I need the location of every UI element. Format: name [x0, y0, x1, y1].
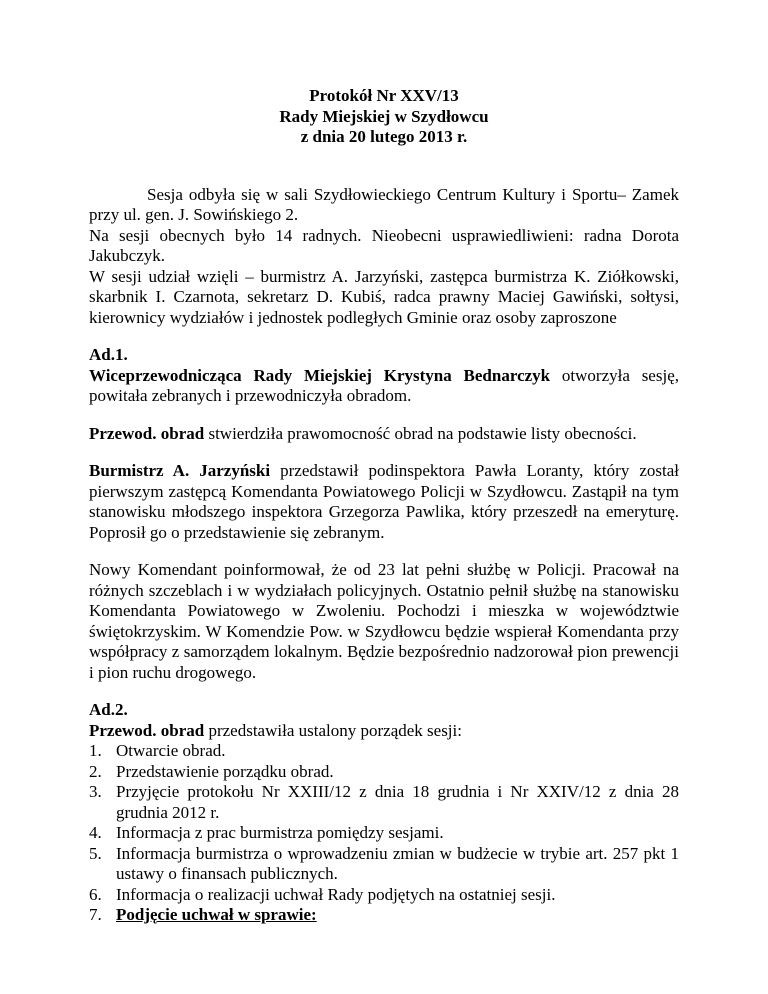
ad1-quorum: Przewod. obrad stwierdziła prawomocność obrad na podstawie listy obecności.	[89, 423, 637, 443]
title-line-2: Rady Miejskiej w Szydłowcu	[279, 106, 489, 126]
ad1-heading: Ad.1.	[89, 345, 128, 364]
speaker-name: Przewod. obrad	[89, 423, 205, 443]
list-item: 2. Przedstawienie porządku obrad.	[89, 761, 334, 781]
title-line-1: Protokół Nr XXV/13	[309, 86, 459, 105]
ad2-heading: Ad.2.	[89, 700, 128, 719]
speaker-name: Przewod. obrad	[89, 720, 205, 740]
speaker-name: Wiceprzewodnicząca Rady Miejskiej Krystyna Bednarczyk	[89, 365, 551, 385]
ad2-intro: Przewod. obrad przedstawiła ustalony porządek sesji:	[89, 720, 462, 740]
document-title	[89, 86, 679, 148]
title-line-3: z dnia 20 lutego 2013 r.	[300, 127, 468, 146]
list-item: 5. Informacja burmistrza o wprowadzeniu zmian w budżecie w trybie art. 257 pkt 1 ustawy o finansach publicznych.	[89, 843, 679, 883]
list-item: 1. Otwarcie obrad.	[89, 741, 226, 760]
intro-participants: W sesji udział wzięli – burmistrz A. Jarzyński, zastępca burmistrza K. Ziółkowski, skarbnik I. Czarnota, sekretarz D. Kubiś, radca prawny Maciej Gawiński, sołtysi, kierownicy wydziałów i jednostek podległych Gminie oraz osoby zaproszone	[89, 266, 679, 327]
list-item: 3. Przyjęcie protokołu Nr XXIII/12 z dnia 18 grudnia i Nr XXIV/12 z dnia 28 grudnia 2012 r.	[89, 782, 679, 822]
speaker-name: Burmistrz A. Jarzyński	[89, 461, 271, 480]
list-item: 7. Podjęcie uchwał w sprawie:	[89, 905, 317, 924]
document-page	[89, 86, 679, 926]
ad1-mayor-intro: Burmistrz A. Jarzyński przedstawił podinspektora Pawła Loranty, który został pierwszym zastępcą Komendanta Powiatowego Policji w Szydłowcu. Zastąpił na tym stanowisku młodszego inspektora Grzegorza Pawlika, który przeszedł na emeryturę. Poprosił go o przedstawienie się zebranym.	[89, 461, 679, 542]
agenda-list	[89, 741, 679, 926]
intro-venue: Sesja odbyła się w sali Szydłowieckiego Centrum Kultury i Sportu– Zamek przy ul. gen. J. Sowińskiego 2.	[89, 184, 679, 224]
list-item: 4. Informacja z prac burmistrza pomiędzy sesjami.	[89, 823, 444, 842]
ad1-new-commander: Nowy Komendant poinformował, że od 23 lat pełni służbę w Policji. Pracował na różnych szczeblach i w wydziałach policyjnych. Ostatnio pełnił służbę na stanowisku Komendanta Powiatowego w Zwoleniu. Pochodzi i mieszka w województwie świętokrzyskim. W Komendzie Pow. w Szydłowcu będzie wspierał Komendanta przy współpracy z samorządem lokalnym. Będzie bezpośrednio nadzorował pion prewencji i pion ruchu drogowego.	[89, 560, 679, 682]
ad1-opening: Wiceprzewodnicząca Rady Miejskiej Krystyna Bednarczyk otworzyła sesję, powitała zebranych i przewodniczyła obradom.	[89, 365, 679, 405]
intro-attendance: Na sesji obecnych było 14 radnych. Nieobecni usprawiedliwieni: radna Dorota Jakubczyk.	[89, 225, 679, 265]
list-item: 6. Informacja o realizacji uchwał Rady podjętych na ostatniej sesji.	[89, 884, 556, 904]
